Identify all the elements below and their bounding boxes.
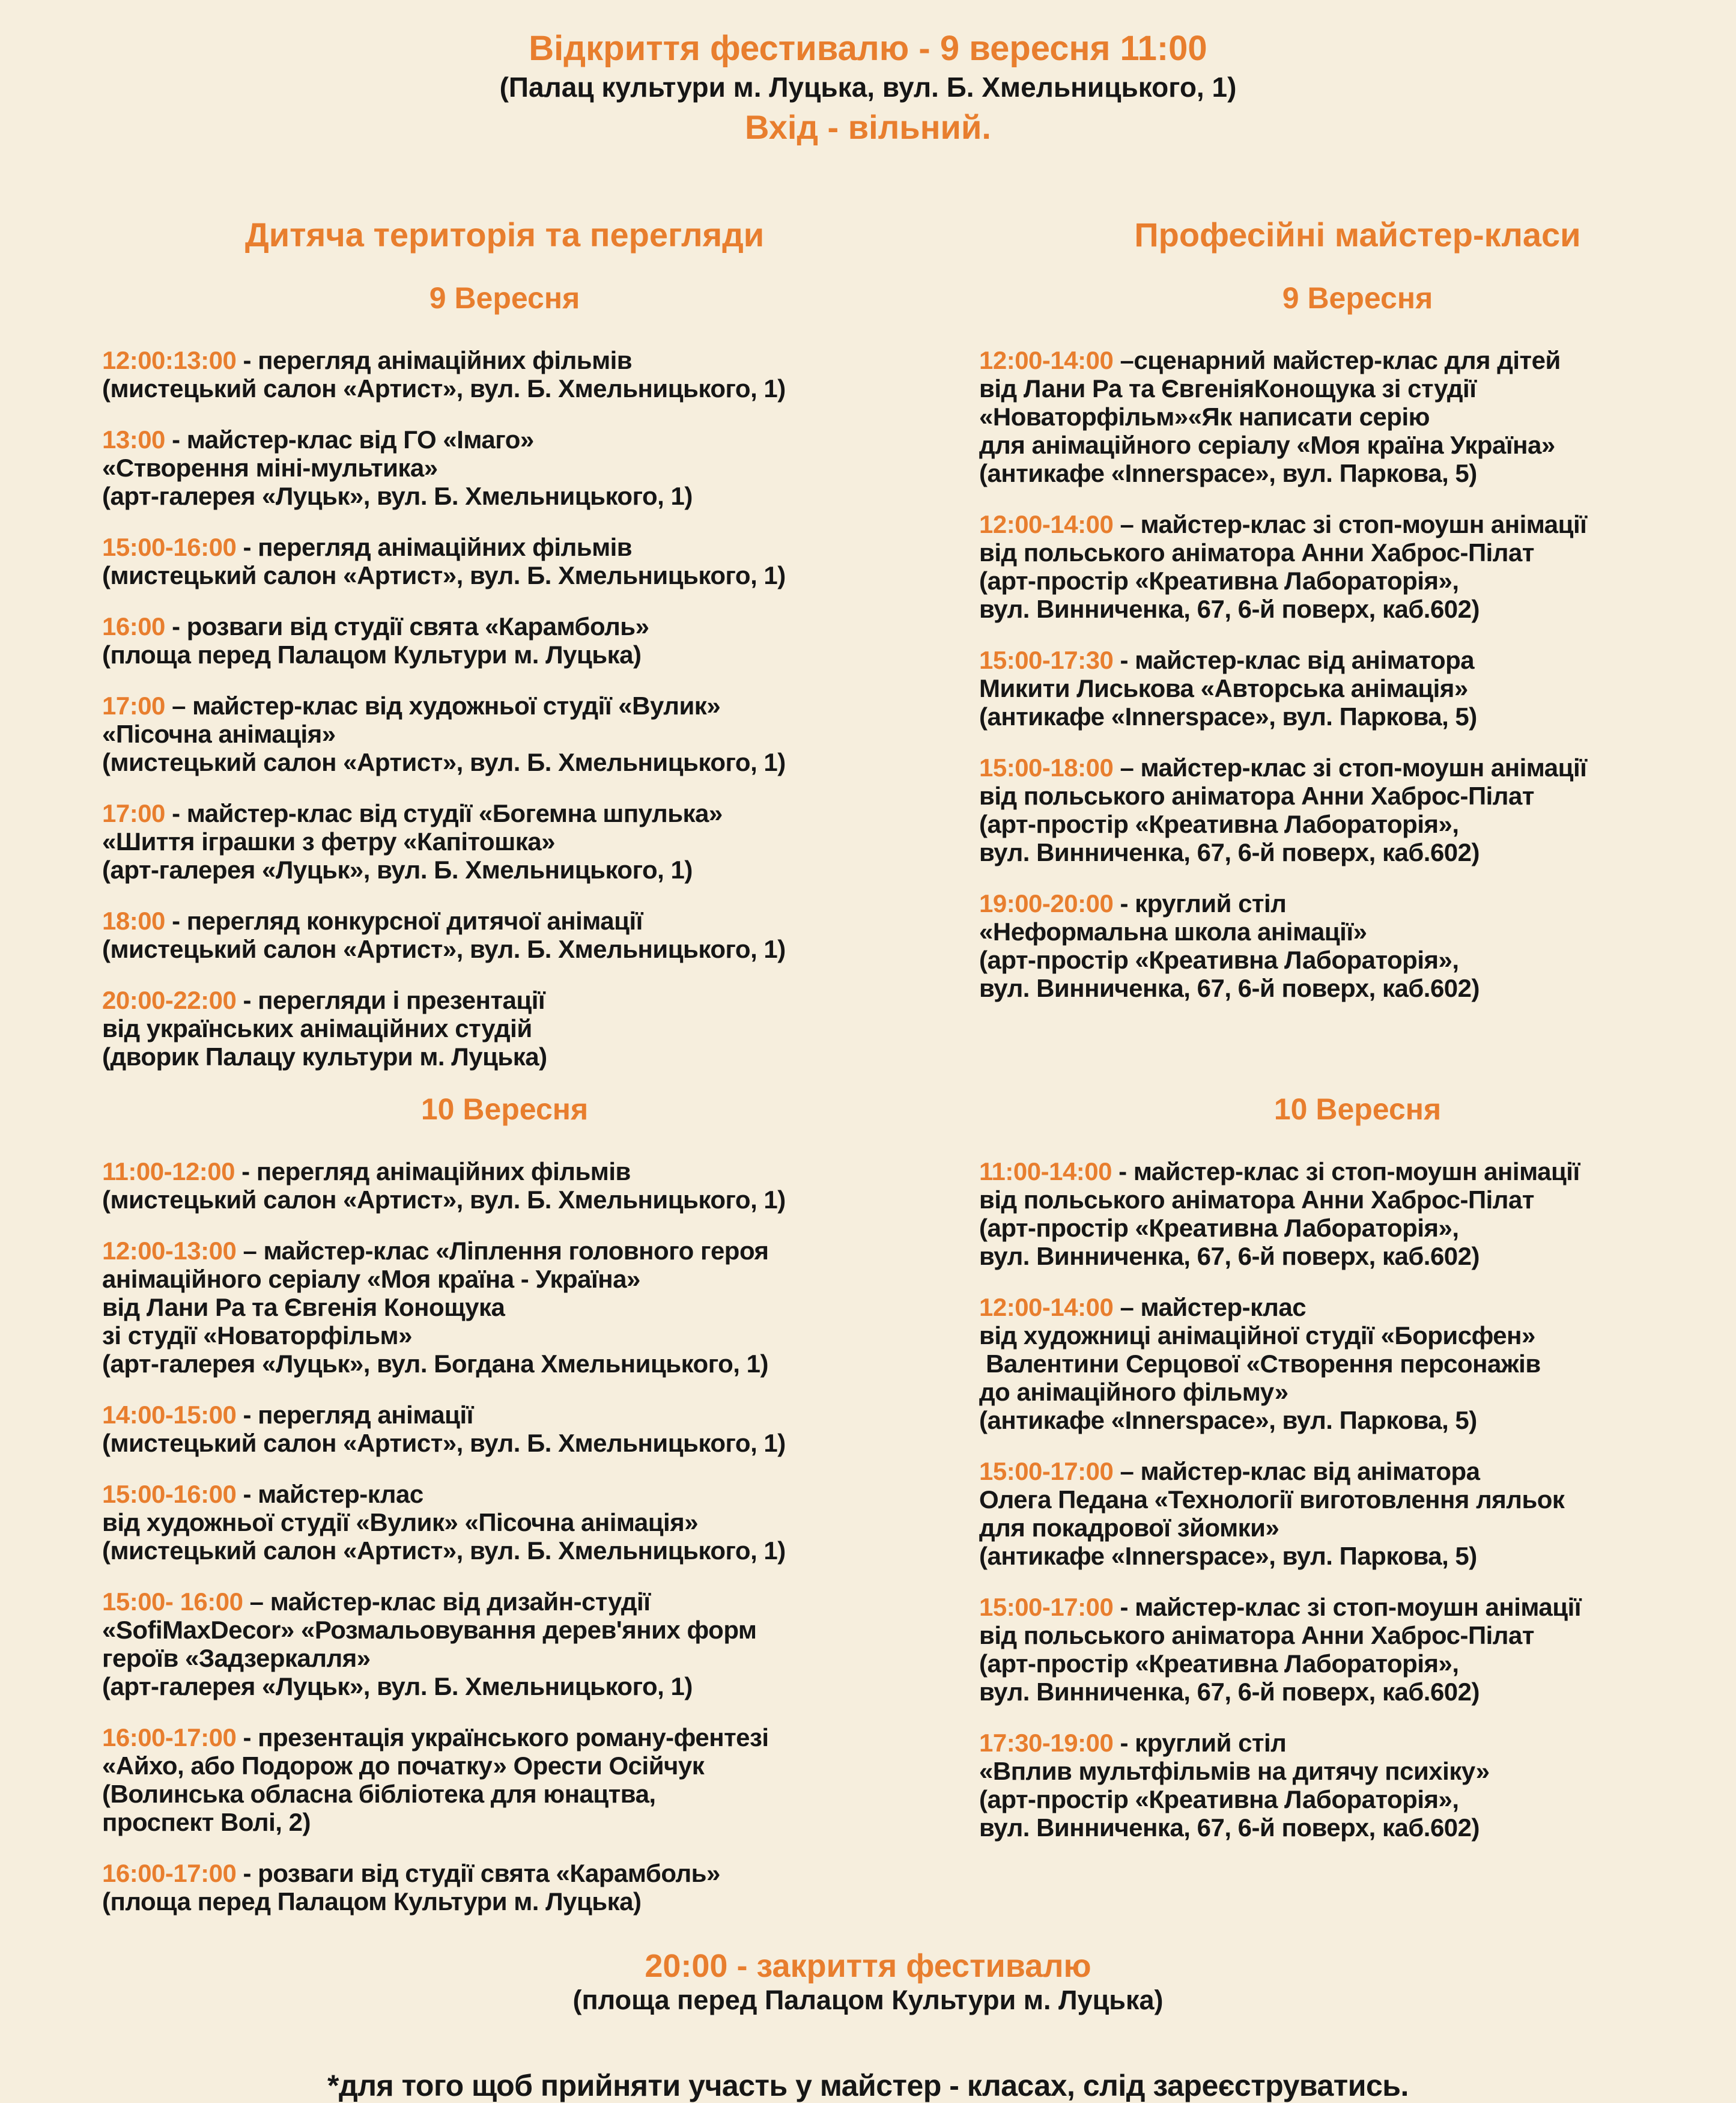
event-text-line: від польського аніматора Анни Хаброс-Пілат bbox=[979, 782, 1534, 810]
event-time: 17:30-19:00 bbox=[979, 1729, 1114, 1757]
event-first-line bbox=[102, 612, 907, 641]
event-time: 14:00-15:00 bbox=[102, 1401, 237, 1429]
event-time: 15:00-16:00 bbox=[102, 1480, 237, 1508]
event-text-line: (мистецький салон «Артист», вул. Б. Хмельницького, 1) bbox=[102, 374, 786, 403]
event-text-line: від Лани Ра та ЄвгеніяКонощука зі студії bbox=[979, 374, 1477, 403]
opening-title: Відкриття фестивалю - 9 вересня 11:00 bbox=[529, 29, 1207, 68]
event-first-line bbox=[979, 646, 1736, 674]
event-time: 12:00-13:00 bbox=[102, 1237, 237, 1265]
event bbox=[102, 1401, 907, 1457]
event-description: майстер-клас «Ліплення головного героя bbox=[263, 1237, 769, 1265]
event-separator: – bbox=[1113, 1293, 1141, 1321]
event-text-line: вул. Винниченка, 67, 6-й поверх, каб.602) bbox=[979, 1678, 1480, 1706]
event-text-line: вул. Винниченка, 67, 6-й поверх, каб.602) bbox=[979, 595, 1480, 623]
event-separator: – bbox=[1113, 346, 1134, 374]
event-first-line bbox=[979, 1457, 1736, 1485]
event-text-line: вул. Винниченка, 67, 6-й поверх, каб.602) bbox=[979, 1813, 1480, 1842]
event-separator: - bbox=[165, 907, 187, 935]
event bbox=[979, 1457, 1736, 1570]
event-text-line: вул. Винниченка, 67, 6-й поверх, каб.602) bbox=[979, 838, 1480, 866]
event-description: презентація українського роману-фентезі bbox=[258, 1723, 769, 1751]
event bbox=[979, 510, 1736, 623]
section-children-sep9 bbox=[102, 260, 907, 1071]
event-text-line: Олега Педана «Технології виготовлення ляльок bbox=[979, 1485, 1565, 1514]
event-separator: - bbox=[165, 425, 187, 454]
event-separator: – bbox=[243, 1587, 270, 1616]
event-time: 12:00-14:00 bbox=[979, 1293, 1114, 1321]
event-text-line: (антикафе «Innerspace», вул. Паркова, 5) bbox=[979, 1542, 1477, 1570]
event bbox=[102, 907, 907, 963]
event bbox=[102, 1480, 907, 1565]
event-time: 15:00-18:00 bbox=[979, 753, 1114, 782]
event-text-line: «Створення міні-мультика» bbox=[102, 454, 438, 482]
event-separator: - bbox=[236, 346, 258, 374]
event-first-line bbox=[102, 907, 907, 935]
event-description: перегляд анімації bbox=[258, 1401, 473, 1429]
event-description: майстер-клас bbox=[1140, 1293, 1307, 1321]
event-time: 16:00-17:00 bbox=[102, 1723, 237, 1751]
event-first-line bbox=[102, 692, 907, 720]
event-first-line bbox=[102, 1401, 907, 1429]
event bbox=[979, 1157, 1736, 1270]
event-text-line: «Вплив мультфільмів на дитячу психіку» bbox=[979, 1757, 1490, 1785]
event bbox=[102, 533, 907, 589]
events-professional-sep10 bbox=[979, 1157, 1736, 1842]
event-text-line: «Шиття іграшки з фетру «Капітошка» bbox=[102, 827, 555, 856]
event-text-line: зі студії «Новаторфільм» bbox=[102, 1321, 412, 1350]
event bbox=[102, 1859, 907, 1916]
event bbox=[102, 346, 907, 403]
section-children-sep10 bbox=[102, 1071, 907, 1916]
event-first-line bbox=[102, 1237, 907, 1265]
event bbox=[979, 889, 1736, 1002]
event-text-line: проспект Волі, 2) bbox=[102, 1808, 311, 1836]
event-time: 12:00:13:00 bbox=[102, 346, 237, 374]
event-description: майстер-клас зі стоп-моушн анімації bbox=[1135, 1593, 1582, 1621]
event-first-line bbox=[979, 1293, 1736, 1321]
event-separator: - bbox=[1113, 889, 1135, 918]
free-entrance-note: Вхід - вільний. bbox=[745, 108, 991, 146]
event-separator: - bbox=[165, 612, 187, 641]
event-first-line bbox=[979, 1729, 1736, 1757]
event-separator: - bbox=[236, 1723, 258, 1751]
page-header bbox=[0, 0, 1736, 150]
event-time: 12:00-14:00 bbox=[979, 346, 1114, 374]
event-text-line: (мистецький салон «Артист», вул. Б. Хмельницького, 1) bbox=[102, 1185, 786, 1214]
event-separator: – bbox=[165, 692, 193, 720]
event-text-line: вул. Винниченка, 67, 6-й поверх, каб.602) bbox=[979, 974, 1480, 1002]
event bbox=[102, 1157, 907, 1214]
event-first-line bbox=[102, 1480, 907, 1508]
event-text-line: (арт-галерея «Луцьк», вул. Б. Хмельницького, 1) bbox=[102, 856, 693, 884]
event-text-line: (площа перед Палацом Культури м. Луцька) bbox=[102, 641, 642, 669]
event-separator: - bbox=[236, 1480, 258, 1508]
event bbox=[102, 425, 907, 510]
event-text-line: від українських анімаційних студій bbox=[102, 1014, 532, 1042]
event-description: майстер-клас зі стоп-моушн анімації bbox=[1140, 510, 1587, 538]
event-separator: - bbox=[1113, 646, 1135, 674]
event-text-line: від польського аніматора Анни Хаброс-Пілат bbox=[979, 538, 1534, 567]
event-text-line: героїв «Задзеркалля» bbox=[102, 1644, 371, 1672]
event-time: 17:00 bbox=[102, 799, 165, 827]
event bbox=[102, 799, 907, 884]
event-time: 15:00-17:00 bbox=[979, 1457, 1114, 1485]
event-time: 16:00-17:00 bbox=[102, 1859, 237, 1887]
event-description: круглий стіл bbox=[1135, 1729, 1287, 1757]
event-text-line: (арт-простір «Креативна Лабораторія», bbox=[979, 810, 1459, 838]
event-first-line bbox=[979, 753, 1736, 782]
event bbox=[102, 612, 907, 669]
event-text-line: (антикафе «Innerspace», вул. Паркова, 5) bbox=[979, 1406, 1477, 1434]
column-title-children: Дитяча територія та перегляди bbox=[244, 216, 765, 254]
event-first-line bbox=[979, 1593, 1736, 1621]
event-separator: - bbox=[236, 533, 258, 561]
event bbox=[102, 986, 907, 1071]
closing-block bbox=[0, 1948, 1736, 2016]
event bbox=[102, 1587, 907, 1700]
section-professional-sep9 bbox=[979, 260, 1736, 1002]
event-description: розваги від студії свята «Карамболь» bbox=[258, 1859, 720, 1887]
event-text-line: (арт-галерея «Луцьк», вул. Б. Хмельницького, 1) bbox=[102, 1672, 693, 1700]
event-text-line: від Лани Ра та Євгенія Конощука bbox=[102, 1293, 505, 1321]
event-description: перегляд анімаційних фільмів bbox=[256, 1157, 631, 1185]
event-time: 15:00- 16:00 bbox=[102, 1587, 243, 1616]
event-text-line: «Новаторфільм»«Як написати серію bbox=[979, 403, 1430, 431]
event-separator: - bbox=[236, 986, 258, 1014]
event-time: 17:00 bbox=[102, 692, 165, 720]
event-text-line: від польського аніматора Анни Хаброс-Пілат bbox=[979, 1621, 1534, 1649]
event-description: перегляд анімаційних фільмів bbox=[258, 346, 633, 374]
event-text-line: (арт-галерея «Луцьк», вул. Богдана Хмельницького, 1) bbox=[102, 1350, 768, 1378]
registration-footnote: *для того щоб прийняти участь у майстер - класах, слід зареєструватись. bbox=[327, 2069, 1409, 2102]
event-first-line bbox=[979, 510, 1736, 538]
event-first-line bbox=[102, 986, 907, 1014]
event-text-line: (арт-простір «Креативна Лабораторія», bbox=[979, 1214, 1459, 1242]
event-time: 20:00-22:00 bbox=[102, 986, 237, 1014]
event bbox=[979, 753, 1736, 866]
section-professional-sep10 bbox=[979, 1071, 1736, 1842]
event-text-line: «Пісочна анімація» bbox=[102, 720, 336, 748]
event-time: 19:00-20:00 bbox=[979, 889, 1114, 918]
events-children-sep9 bbox=[102, 346, 907, 1071]
event-first-line bbox=[979, 1157, 1736, 1185]
event-description: майстер-клас від студії «Богемна шпулька» bbox=[186, 799, 723, 827]
event bbox=[102, 692, 907, 776]
event-separator: - bbox=[1112, 1157, 1134, 1185]
event-text-line: Валентини Серцової «Створення персонажів bbox=[979, 1350, 1541, 1378]
event-text-line: для анімаційного серіалу «Моя країна Україна» bbox=[979, 431, 1555, 459]
event bbox=[979, 1593, 1736, 1706]
event-description: майстер-клас від аніматора bbox=[1135, 646, 1475, 674]
event-first-line bbox=[102, 1859, 907, 1887]
event-separator: - bbox=[1113, 1593, 1135, 1621]
opening-location: (Палац культури м. Луцька, вул. Б. Хмельницького, 1) bbox=[499, 72, 1237, 103]
event-separator: – bbox=[1113, 1457, 1141, 1485]
event-first-line bbox=[102, 1587, 907, 1616]
event-description: майстер-клас зі стоп-моушн анімації bbox=[1140, 753, 1587, 782]
event-separator: – bbox=[1113, 510, 1141, 538]
event-separator: – bbox=[236, 1237, 264, 1265]
event-description: майстер-клас від ГО «Імаго» bbox=[186, 425, 534, 454]
event-text-line: (арт-простір «Креативна Лабораторія», bbox=[979, 1785, 1459, 1813]
event-text-line: (арт-галерея «Луцьк», вул. Б. Хмельницького, 1) bbox=[102, 482, 693, 510]
event-first-line bbox=[102, 346, 907, 374]
event bbox=[979, 1293, 1736, 1434]
event-first-line bbox=[102, 425, 907, 454]
closing-location: (площа перед Палацом Культури м. Луцька) bbox=[572, 1985, 1164, 2015]
event-text-line: (антикафе «Innerspace», вул. Паркова, 5) bbox=[979, 702, 1477, 731]
event-first-line bbox=[102, 1723, 907, 1751]
event-description: розваги від студії свята «Карамболь» bbox=[186, 612, 649, 641]
event-text-line: Микити Лиськова «Авторська анімація» bbox=[979, 674, 1468, 702]
event-description: перегляд анімаційних фільмів bbox=[258, 533, 633, 561]
event-text-line: від художниці анімаційної студії «Борисфен» bbox=[979, 1321, 1535, 1350]
event-time: 13:00 bbox=[102, 425, 165, 454]
event-text-line: (дворик Палацу культури м. Луцька) bbox=[102, 1042, 547, 1071]
events-children-sep10 bbox=[102, 1157, 907, 1916]
event-description: сценарний майстер-клас для дітей bbox=[1134, 346, 1561, 374]
event-time: 11:00-14:00 bbox=[979, 1157, 1112, 1185]
section-date: 9 Вересня bbox=[1282, 281, 1433, 315]
event-first-line bbox=[102, 1157, 907, 1185]
event-text-line: від польського аніматора Анни Хаброс-Пілат bbox=[979, 1185, 1534, 1214]
event bbox=[979, 646, 1736, 731]
event-description: майстер-клас зі стоп-моушн анімації bbox=[1133, 1157, 1580, 1185]
event-first-line bbox=[102, 533, 907, 561]
event bbox=[102, 1723, 907, 1836]
event-separator: - bbox=[236, 1859, 258, 1887]
event bbox=[979, 346, 1736, 487]
event-description: перегляди і презентації bbox=[258, 986, 545, 1014]
event-text-line: вул. Винниченка, 67, 6-й поверх, каб.602) bbox=[979, 1242, 1480, 1270]
event-text-line: до анімаційного фільму» bbox=[979, 1378, 1288, 1406]
section-date: 9 Вересня bbox=[429, 281, 580, 315]
event-separator: - bbox=[236, 1401, 258, 1429]
event-time: 18:00 bbox=[102, 907, 165, 935]
event-text-line: (мистецький салон «Артист», вул. Б. Хмельницького, 1) bbox=[102, 1536, 786, 1565]
section-date: 10 Вересня bbox=[1273, 1092, 1442, 1126]
event-text-line: (антикафе «Innerspace», вул. Паркова, 5) bbox=[979, 459, 1477, 487]
events-professional-sep9 bbox=[979, 346, 1736, 1002]
event-text-line: «SofiMaxDecor» «Розмальовування дерев'яних форм bbox=[102, 1616, 757, 1644]
event-text-line: (мистецький салон «Артист», вул. Б. Хмельницького, 1) bbox=[102, 1429, 786, 1457]
event-time: 16:00 bbox=[102, 612, 165, 641]
event-text-line: «Неформальна школа анімації» bbox=[979, 918, 1367, 946]
event-time: 12:00-14:00 bbox=[979, 510, 1114, 538]
event-description: майстер-клас bbox=[258, 1480, 423, 1508]
section-date: 10 Вересня bbox=[420, 1092, 589, 1126]
event-separator: - bbox=[1113, 1729, 1135, 1757]
event-text-line: анімаційного серіалу «Моя країна - Україна» bbox=[102, 1265, 640, 1293]
schedule-grid bbox=[0, 216, 1736, 1916]
event-description: майстер-клас від аніматора bbox=[1140, 1457, 1480, 1485]
event-description: майстер-клас від дизайн-студії bbox=[270, 1587, 651, 1616]
event-description: круглий стіл bbox=[1135, 889, 1287, 918]
event-first-line bbox=[102, 799, 907, 827]
event-separator: - bbox=[235, 1157, 256, 1185]
event-text-line: (площа перед Палацом Культури м. Луцька) bbox=[102, 1887, 642, 1916]
event-first-line bbox=[979, 889, 1736, 918]
event-text-line: (Волинська обласна бібліотека для юнацтва, bbox=[102, 1780, 656, 1808]
event bbox=[102, 1237, 907, 1378]
event-text-line: (арт-простір «Креативна Лабораторія», bbox=[979, 946, 1459, 974]
event-text-line: від художньої студії «Вулик» «Пісочна анімація» bbox=[102, 1508, 699, 1536]
column-title-professional: Професійні майстер-класи bbox=[1134, 216, 1581, 254]
event-description: майстер-клас від художньої студії «Вулик» bbox=[192, 692, 721, 720]
event-separator: - bbox=[165, 799, 187, 827]
closing-title: 20:00 - закриття фестивалю bbox=[645, 1948, 1091, 1984]
event-text-line: «Айхо, або Подорож до початку» Орести Осійчук bbox=[102, 1751, 705, 1780]
event-description: перегляд конкурсної дитячої анімації bbox=[186, 907, 643, 935]
event-first-line bbox=[979, 346, 1736, 374]
event-time: 15:00-17:00 bbox=[979, 1593, 1114, 1621]
event-separator: – bbox=[1113, 753, 1141, 782]
event-text-line: (мистецький салон «Артист», вул. Б. Хмельницького, 1) bbox=[102, 561, 786, 589]
event-text-line: (мистецький салон «Артист», вул. Б. Хмельницького, 1) bbox=[102, 935, 786, 963]
event-time: 11:00-12:00 bbox=[102, 1157, 235, 1185]
event-time: 15:00-17:30 bbox=[979, 646, 1114, 674]
event-time: 15:00-16:00 bbox=[102, 533, 237, 561]
event-text-line: (арт-простір «Креативна Лабораторія», bbox=[979, 567, 1459, 595]
event bbox=[979, 1729, 1736, 1842]
event-text-line: для покадрової зйомки» bbox=[979, 1514, 1279, 1542]
event-text-line: (арт-простір «Креативна Лабораторія», bbox=[979, 1649, 1459, 1678]
event-text-line: (мистецький салон «Артист», вул. Б. Хмельницького, 1) bbox=[102, 748, 786, 776]
